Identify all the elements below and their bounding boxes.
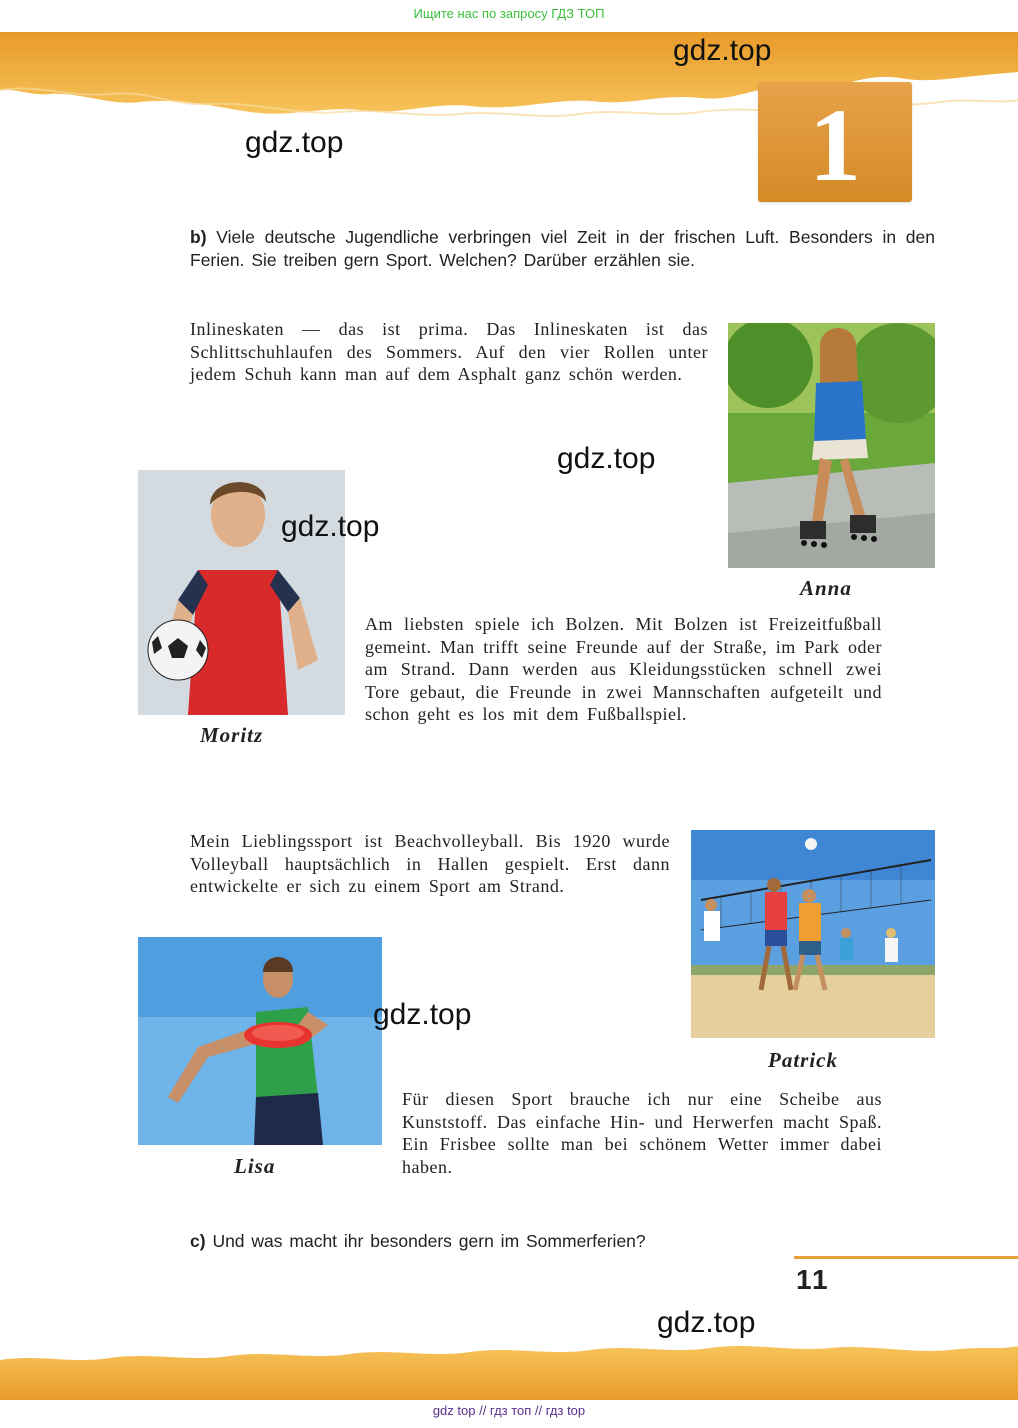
- page-number: 11: [796, 1264, 830, 1295]
- anna-caption: Anna: [800, 576, 852, 600]
- task-c-text: Und was macht ihr besonders gern im Sommerferien?: [212, 1231, 646, 1251]
- watermark: gdz.top: [373, 998, 472, 1031]
- task-b: [190, 226, 935, 272]
- watermark: gdz.top: [557, 442, 656, 475]
- task-b-label: b): [190, 227, 207, 247]
- anna-paragraph: Inlineskaten — das ist prima. Das Inlineskaten ist das Schlittschuhlaufen des Sommers. Auf den vier Rollen unter jedem Schuh kann man auf dem Asphalt ganz schön werden.: [190, 319, 708, 384]
- task-c: [190, 1230, 790, 1253]
- watermark: gdz.top: [281, 510, 380, 543]
- patrick-caption: Patrick: [768, 1048, 838, 1072]
- watermark: gdz.top: [245, 126, 344, 159]
- moritz-paragraph: Am liebsten spiele ich Bolzen. Mit Bolzen ist Freizeitfußball gemeint. Man trifft seine Freunde auf der Straße, im Park oder am Strand. Dann werden aus Kleidungsstücken schnell zwei Tore gebaut, die Freunde in zwei Mannschaften aufgeteilt und schon geht es los mit dem Fußballspiel.: [365, 614, 882, 724]
- lisa-paragraph: Für diesen Sport brauche ich nur eine Scheibe aus Kunststoff. Das einfache Hin- und Herwerfen macht Spaß. Ein Frisbee sollte man bei schönem Wetter immer dabei haben.: [402, 1089, 882, 1177]
- task-c-label: c): [190, 1231, 206, 1251]
- footer-text: gdz top // гдз топ // гдз top: [432, 1403, 586, 1418]
- watermark: gdz.top: [673, 34, 772, 67]
- moritz-caption: Moritz: [200, 723, 264, 747]
- lisa-photo: [138, 937, 382, 1145]
- page-number-rule: [794, 1256, 1018, 1259]
- bottom-decorative-band: [0, 1340, 1018, 1400]
- task-b-text: Viele deutsche Jugendliche verbringen viel Zeit in der frischen Luft. Besonders in den Ferien. Sie treiben gern Sport. Welchen? Darüber erzählen sie.: [190, 227, 935, 270]
- patrick-photo: [691, 830, 935, 1038]
- moritz-photo: [138, 470, 345, 715]
- watermark: gdz.top: [657, 1306, 756, 1339]
- patrick-paragraph: Mein Lieblingssport ist Beachvolleyball. Bis 1920 wurde Volleyball hauptsächlich in Hallen gespielt. Erst dann entwickelte er sich zu einem Sport am Strand.: [190, 831, 670, 896]
- anna-photo: [728, 323, 935, 568]
- lisa-caption: Lisa: [234, 1154, 276, 1178]
- search-hint: Ищите нас по запросу ГДЗ ТОП: [413, 6, 605, 21]
- chapter-number-box: 1: [758, 82, 912, 202]
